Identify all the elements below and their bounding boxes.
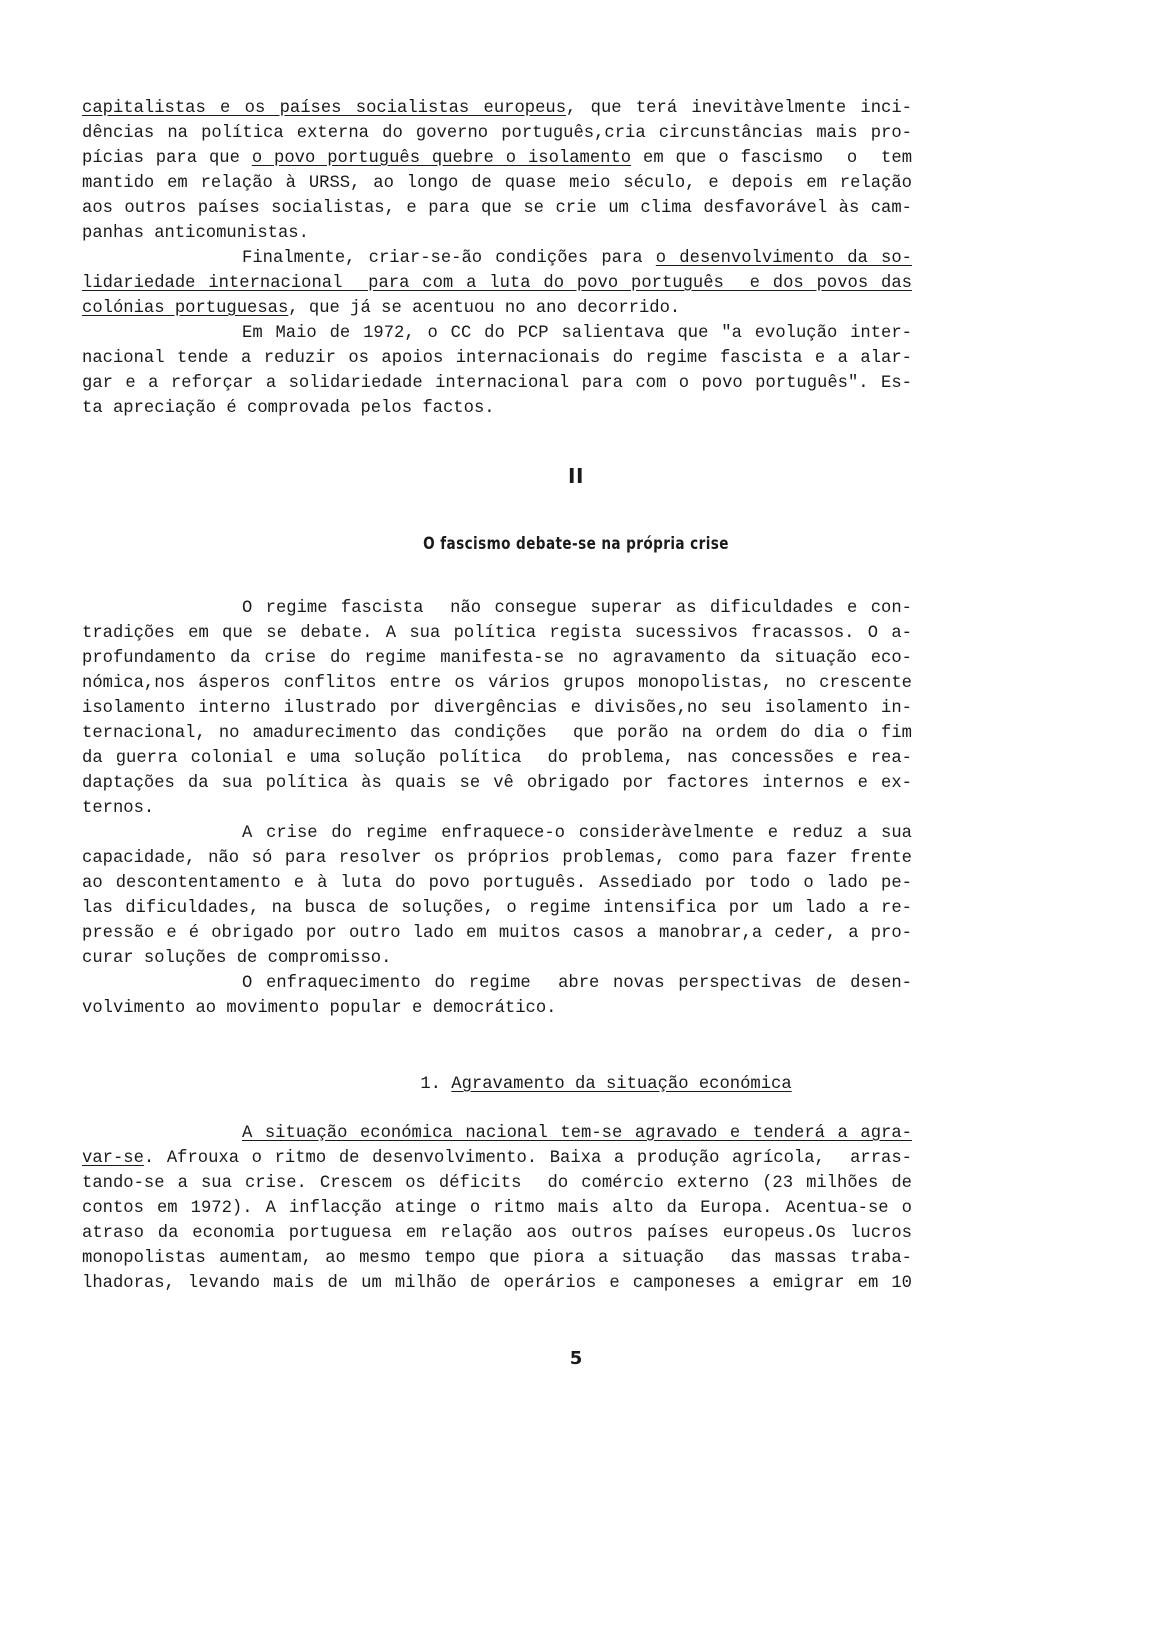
text-line: pressão e é obrigado por outro lado em muitos casos a manobrar,a ceder, a pro- [82,924,912,943]
text-line: panhas anticomunistas. [82,224,309,243]
text-line: Em Maio de 1972, o CC do PCP salientava que "a evolução inter- [242,324,912,343]
underlined-text: var-se [82,1149,144,1168]
text-line: tradições em que se debate. A sua política regista sucessivos fracassos. O a- [82,624,912,643]
text-line: tando-se a sua crise. Crescem os déficits do comércio externo (23 milhões de [82,1174,912,1193]
text-line: monopolistas aumentam, ao mesmo tempo que piora a situação das massas traba- [82,1249,912,1268]
text-line: ao descontentamento e à luta do povo português. Assediado por todo o lado pe- [82,874,912,893]
text-line: O regime fascista não consegue superar as dificuldades e con- [242,599,912,618]
text-line: lhadoras, levando mais de um milhão de operários e camponeses a emigrar em 10 [82,1274,912,1293]
section-number: II [568,464,584,488]
subsection-title: 1. Agravamento da situação económica [420,1075,792,1094]
text-line: las dificuldades, na busca de soluções, o regime intensifica por um lado a re- [82,899,912,918]
text-line: ternos. [82,799,155,818]
text-line: pícias para que o povo português quebre o isolamento em que o fascismo o tem [82,149,913,168]
text-line: O enfraquecimento do regime abre novas perspectivas de desen- [242,974,912,993]
underlined-text: o desenvolvimento da so- [655,249,912,268]
underlined-text: colónias portuguesas [82,299,289,318]
text-line: ternacional, no amadurecimento das condições que porão na ordem do dia o fim [82,724,912,743]
text-line: lidariedade internacional para com a luta do povo português e dos povos das [82,274,912,293]
text-line: isolamento interno ilustrado por divergências e divisões,no seu isolamento in- [82,699,912,718]
underlined-text: capitalistas e os países socialistas europeus [82,99,567,118]
text-line: mantido em relação à URSS, ao longo de quase meio século, e depois em relação [82,174,912,193]
text-line: colónias portuguesas, que já se acentuou no ano decorrido. [82,299,681,318]
text-line: contos em 1972). A inflacção atinge o ritmo mais alto da Europa. Acentua-se o [82,1199,912,1218]
text-line: var-se. Afrouxa o ritmo de desenvolvimento. Baixa a produção agrícola, arras- [82,1149,912,1168]
text-line: aos outros países socialistas, e para que se crie um clima desfavorável às cam- [82,199,912,218]
section-title: O fascismo debate-se na própria crise [423,534,729,554]
text-line: profundamento da crise do regime manifesta-se no agravamento da situação eco- [82,649,912,668]
text-line: nómica,nos ásperos conflitos entre os vários grupos monopolistas, no crescente [82,674,912,693]
text-line: volvimento ao movimento popular e democrático. [82,999,557,1018]
text-line: dências na política externa do governo português,cria circunstâncias mais pro- [82,124,912,143]
text-line: A situação económica nacional tem-se agravado e tenderá a agra- [242,1124,912,1143]
text-line: gar e a reforçar a solidariedade internacional para com o povo português". Es- [82,374,912,393]
underlined-text: o povo português quebre o isolamento [251,149,632,168]
text-line: capitalistas e os países socialistas europeus, que terá inevitàvelmente inci- [82,99,912,118]
text-line: atraso da economia portuguesa em relação aos outros países europeus.Os lucros [82,1224,912,1243]
text-line: A crise do regime enfraquece-o consideràvelmente e reduz a sua [242,824,912,843]
text-line: capacidade, não só para resolver os próprios problemas, como para fazer frente [82,849,912,868]
text-line: daptações da sua política às quais se vê obrigado por factores internos e ex- [82,774,912,793]
text-line: da guerra colonial e uma solução política do problema, nas concessões e rea- [82,749,912,768]
text-line: ta apreciação é comprovada pelos factos. [82,399,495,418]
text-line: nacional tende a reduzir os apoios internacionais do regime fascista e a alar- [82,349,912,368]
page-number: 5 [569,1348,583,1369]
text-line: Finalmente, criar-se-ão condições para o desenvolvimento da so- [242,249,912,268]
text-line: curar soluções de compromisso. [82,949,392,968]
